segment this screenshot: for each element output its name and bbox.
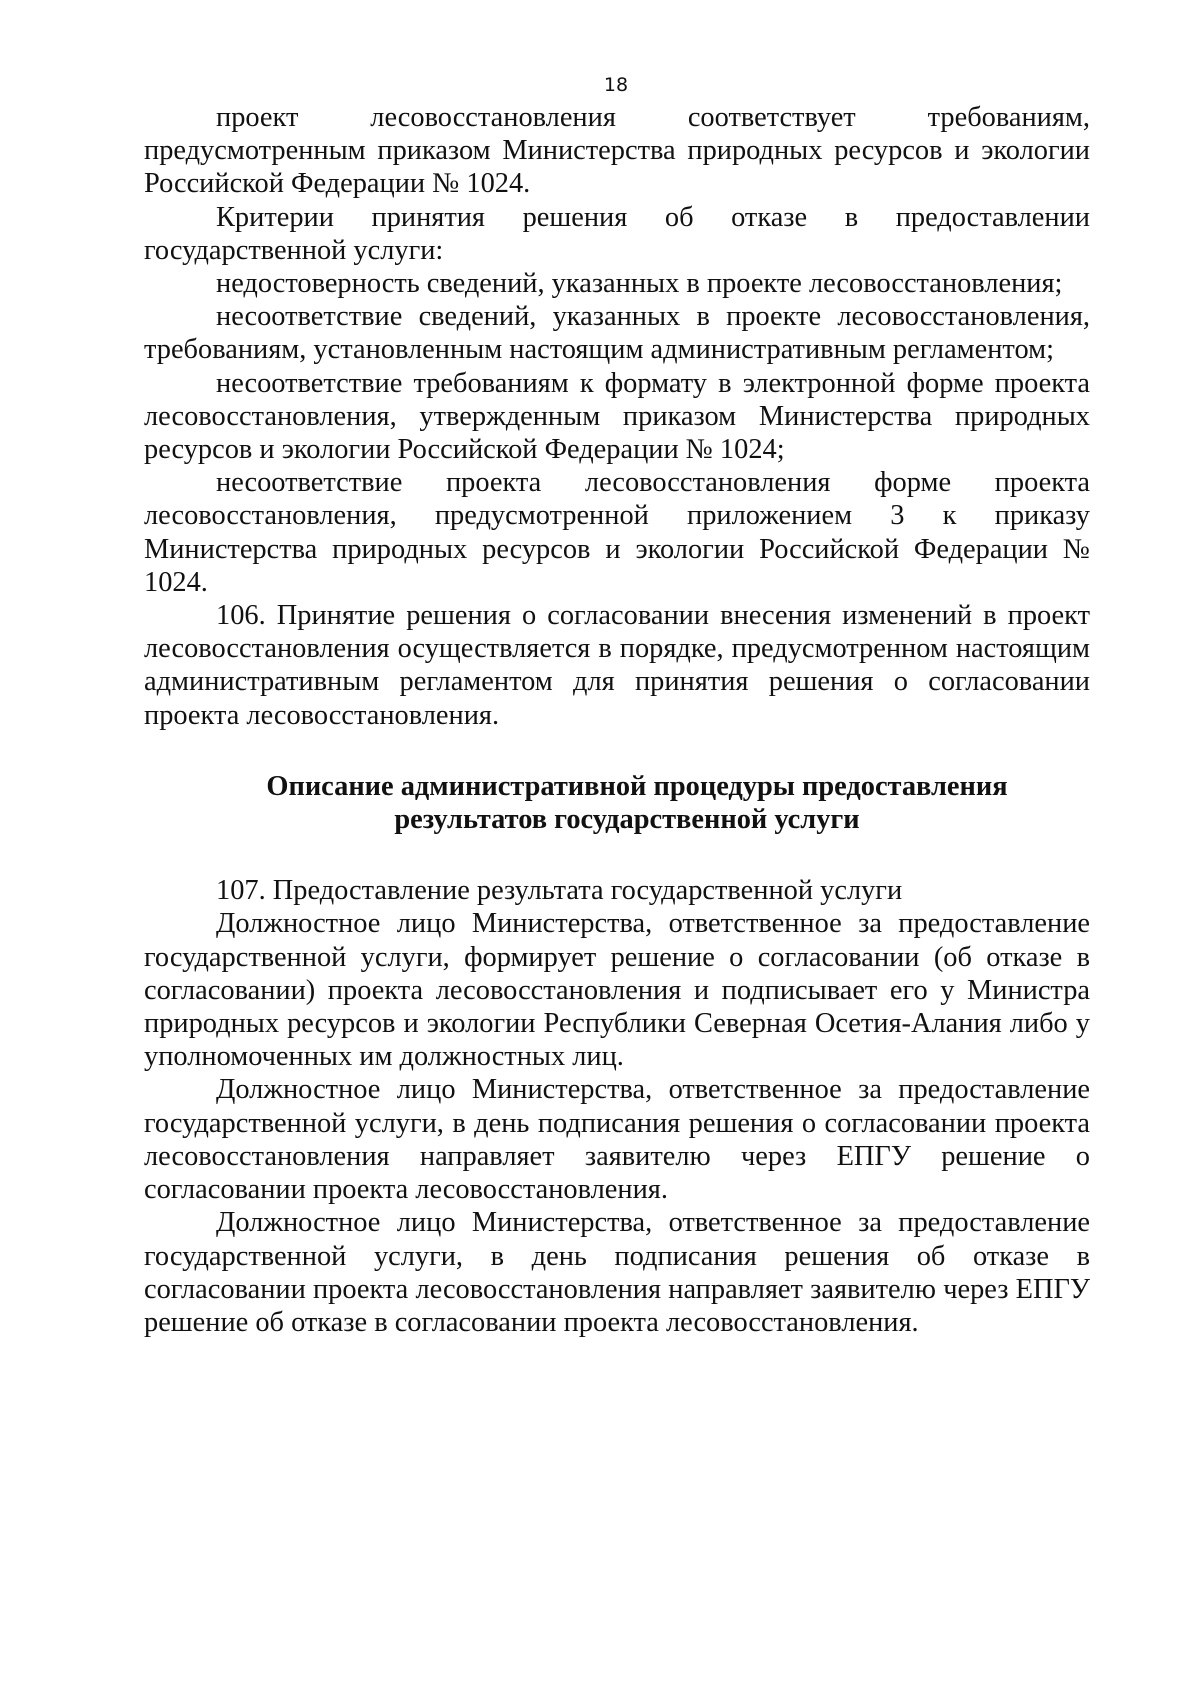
paragraph-3: недостоверность сведений, указанных в проекте лесовосстановления;: [216, 268, 1063, 300]
section-heading-line-2: результатов государственной услуги: [394, 804, 860, 836]
paragraph-11: Должностное лицо Министерства, ответственное за предоставление государственной услуги, в день подписания решения об отказе в согласовании проекта лесовосстановления направляет заявителю через ЕПГУ решение об отказе в согласовании проекта лесовосстановления.: [144, 1207, 1090, 1338]
paragraph-8: 107. Предоставление результата государственной услуги: [216, 875, 903, 907]
document-body: [144, 101, 1090, 1339]
section-heading: [144, 770, 1090, 836]
paragraph-10: Должностное лицо Министерства, ответственное за предоставление государственной услуги, в день подписания решения о согласовании проекта лесовосстановления направляет заявителю через ЕПГУ решение о согласовании проекта лесовосстановления.: [144, 1074, 1090, 1206]
page-number: 18: [603, 74, 629, 96]
section-heading-line-1: Описание административной процедуры предоставления: [266, 770, 1008, 802]
paragraph-6: несоответствие проекта лесовосстановления форме проекта лесовосстановления, предусмотренной приложением 3 к приказу Министерства природных ресурсов и экологии Российской Федерации № 1024.: [144, 467, 1090, 598]
paragraph-2: Критерии принятия решения об отказе в предоставлении государственной услуги:: [144, 201, 1090, 266]
paragraph-5: несоответствие требованиям к формату в электронной форме проекта лесовосстановления, утвержденным приказом Министерства природных ресурсов и экологии Российской Федерации № 1024;: [144, 367, 1090, 466]
paragraph-1: проект лесовосстановления соответствует требованиям, предусмотренным приказом Министерства природных ресурсов и экологии Российской Федерации № 1024.: [144, 102, 1090, 200]
paragraph-7: 106. Принятие решения о согласовании внесения изменений в проект лесовосстановления осуществляется в порядке, предусмотренном настоящим административным регламентом для принятия решения о согласовании проекта лесовосстановления.: [144, 600, 1090, 731]
paragraph-9: Должностное лицо Министерства, ответственное за предоставление государственной услуги, формирует решение о согласовании (об отказе в согласовании) проекта лесовосстановления и подписывает его у Министра природных ресурсов и экологии Республики Северная Осетия-Алания либо у уполномоченных им должностных лиц.: [144, 908, 1090, 1073]
paragraph-4: несоответствие сведений, указанных в проекте лесовосстановления, требованиям, установленным настоящим административным регламентом;: [144, 301, 1090, 366]
